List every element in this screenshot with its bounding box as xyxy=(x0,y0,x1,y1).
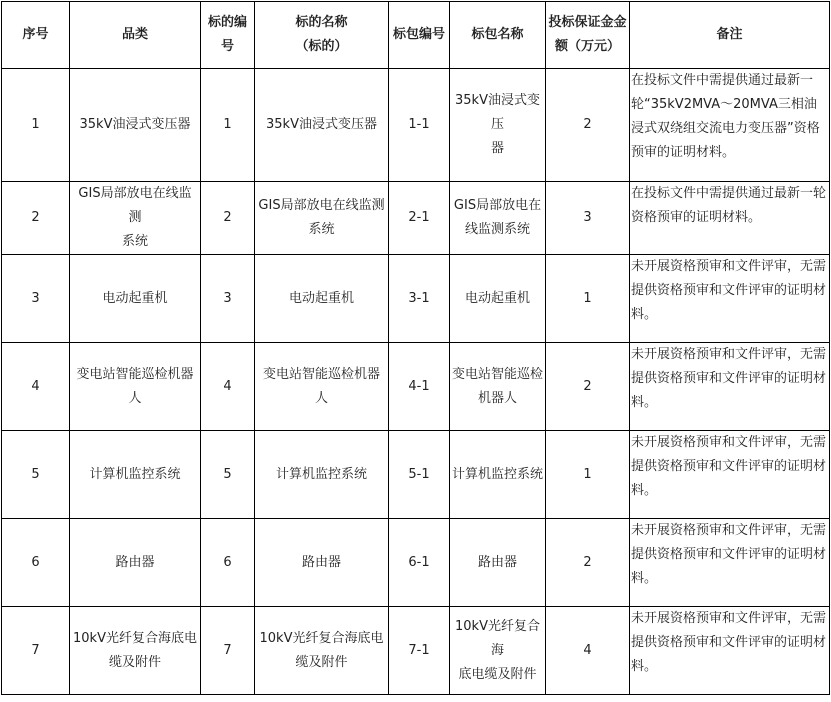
cell-seq: 5 xyxy=(2,431,70,519)
cell-category: 10kV光纤复合海底电 缆及附件 xyxy=(70,607,201,695)
cell-category: 电动起重机 xyxy=(70,255,201,343)
cell-lot-name: 35kV油浸式变压器 xyxy=(255,69,389,182)
table-row xyxy=(2,343,830,431)
cell-lot-name: 计算机监控系统 xyxy=(255,431,389,519)
cell-deposit: 2 xyxy=(546,519,630,607)
cell-category: 路由器 xyxy=(70,519,201,607)
table-row xyxy=(2,519,830,607)
cell-lot-name: GIS局部放电在线监测 系统 xyxy=(255,182,389,255)
cell-lot-no: 3 xyxy=(201,255,255,343)
cell-pkg-no: 6-1 xyxy=(389,519,450,607)
cell-category: 计算机监控系统 xyxy=(70,431,201,519)
header-deposit xyxy=(546,2,630,69)
header-row xyxy=(2,2,830,69)
cell-seq: 1 xyxy=(2,69,70,182)
cell-remark: 未开展资格预审和文件评审，无需提供资格预审和文件评审的证明材料。 xyxy=(630,519,830,607)
cell-seq: 3 xyxy=(2,255,70,343)
cell-lot-name: 10kV光纤复合海底电 缆及附件 xyxy=(255,607,389,695)
cell-seq: 2 xyxy=(2,182,70,255)
cell-lot-no: 6 xyxy=(201,519,255,607)
cell-pkg-name: GIS局部放电在 线监测系统 xyxy=(450,182,546,255)
table-row xyxy=(2,255,830,343)
header-lot-name-line1: 标的名称 xyxy=(295,15,348,30)
table-row xyxy=(2,182,830,255)
cell-lot-no: 4 xyxy=(201,343,255,431)
header-pkg-no: 标包编号 xyxy=(389,2,450,69)
cell-deposit: 3 xyxy=(546,182,630,255)
cell-deposit: 2 xyxy=(546,69,630,182)
cell-lot-no: 2 xyxy=(201,182,255,255)
header-category: 品类 xyxy=(70,2,201,69)
cell-remark: 未开展资格预审和文件评审，无需提供资格预审和文件评审的证明材料。 xyxy=(630,431,830,519)
cell-category: GIS局部放电在线监测 系统 xyxy=(70,182,201,255)
header-seq: 序号 xyxy=(2,2,70,69)
header-deposit-line1: 投标保证金金 xyxy=(548,15,627,30)
cell-lot-name: 路由器 xyxy=(255,519,389,607)
cell-lot-no: 5 xyxy=(201,431,255,519)
cell-deposit: 2 xyxy=(546,343,630,431)
header-lot-no: 标的编号 xyxy=(201,2,255,69)
table-body xyxy=(2,69,830,695)
cell-lot-no: 1 xyxy=(201,69,255,182)
cell-seq: 7 xyxy=(2,607,70,695)
header-pkg-name: 标包名称 xyxy=(450,2,546,69)
cell-pkg-no: 2-1 xyxy=(389,182,450,255)
cell-remark: 未开展资格预审和文件评审，无需提供资格预审和文件评审的证明材料。 xyxy=(630,607,830,695)
cell-category: 变电站智能巡检机器人 xyxy=(70,343,201,431)
cell-remark: 未开展资格预审和文件评审，无需提供资格预审和文件评审的证明材料。 xyxy=(630,343,830,431)
header-lot-name-line2: （标的） xyxy=(295,39,348,54)
cell-pkg-name: 变电站智能巡检 机器人 xyxy=(450,343,546,431)
header-deposit-line2: 额（万元） xyxy=(554,39,620,54)
cell-remark: 未开展资格预审和文件评审，无需提供资格预审和文件评审的证明材料。 xyxy=(630,255,830,343)
table-row xyxy=(2,607,830,695)
cell-lot-name: 变电站智能巡检机器 人 xyxy=(255,343,389,431)
cell-pkg-name: 35kV油浸式变压 器 xyxy=(450,69,546,182)
cell-lot-name: 电动起重机 xyxy=(255,255,389,343)
bid-lots-table xyxy=(1,1,830,695)
bid-table-container xyxy=(1,1,830,695)
cell-pkg-no: 1-1 xyxy=(389,69,450,182)
cell-deposit: 1 xyxy=(546,255,630,343)
cell-seq: 6 xyxy=(2,519,70,607)
cell-pkg-no: 3-1 xyxy=(389,255,450,343)
cell-pkg-name: 10kV光纤复合海 底电缆及附件 xyxy=(450,607,546,695)
cell-pkg-name: 电动起重机 xyxy=(450,255,546,343)
cell-pkg-no: 7-1 xyxy=(389,607,450,695)
header-remark: 备注 xyxy=(630,2,830,69)
cell-remark: 在投标文件中需提供通过最新一轮“35kV2MVA～20MVA三相油浸式双绕组交流电力变压器”资格预审的证明材料。 xyxy=(630,69,830,182)
cell-pkg-name: 计算机监控系统 xyxy=(450,431,546,519)
cell-pkg-name: 路由器 xyxy=(450,519,546,607)
cell-lot-no: 7 xyxy=(201,607,255,695)
cell-category: 35kV油浸式变压器 xyxy=(70,69,201,182)
table-row xyxy=(2,69,830,182)
header-lot-name xyxy=(255,2,389,69)
table-row xyxy=(2,431,830,519)
cell-remark: 在投标文件中需提供通过最新一轮资格预审的证明材料。 xyxy=(630,182,830,255)
cell-pkg-no: 5-1 xyxy=(389,431,450,519)
cell-deposit: 4 xyxy=(546,607,630,695)
cell-deposit: 1 xyxy=(546,431,630,519)
cell-pkg-no: 4-1 xyxy=(389,343,450,431)
cell-seq: 4 xyxy=(2,343,70,431)
